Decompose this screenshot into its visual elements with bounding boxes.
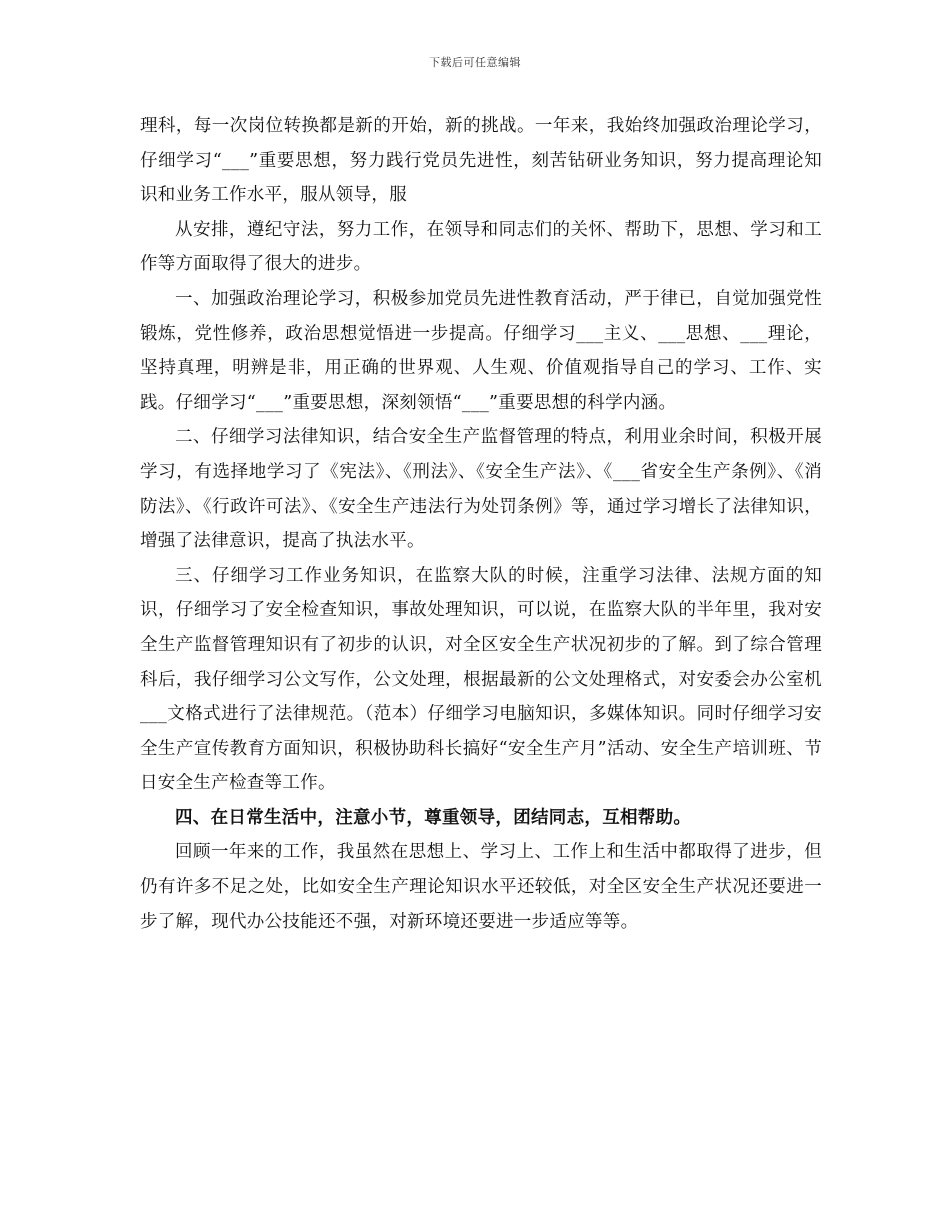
paragraph-overview: 从安排，遵纪守法，努力工作，在领导和同志们的关怀、帮助下，思想、学习和工作等方面取得了很大的进步。 bbox=[140, 219, 822, 275]
paragraph-review: 回顾一年来的工作，我虽然在思想上、学习上、工作上和生活中都取得了进步，但仍有许多不足之处，比如安全生产理论知识水平还较低，对全区安全生产状况还要进一步了解，现代办公技能还不强，对新环境还要进一步适应等等。 bbox=[140, 842, 822, 932]
paragraph-daily-life-heading: 四、在日常生活中，注意小节，尊重领导，团结同志，互相帮助。 bbox=[175, 807, 692, 828]
paragraph-legal-study: 二、仔细学习法律知识，结合安全生产监督管理的特点，利用业余时间，积极开展学习，有选择地学习了《宪法》、《刑法》、《安全生产法》、《___省安全生产条例》、《消防法》、《行政许可法》、《安全生产违法行为处罚条例》等，通过学习增长了法律知识，增强了法律意识，提高了执法水平。 bbox=[140, 427, 822, 552]
document-body bbox=[140, 109, 822, 939]
paragraph-business-study: 三、仔细学习工作业务知识，在监察大队的时候，注重学习法律、法规方面的知识，仔细学习了安全检查知识，事故处理知识，可以说，在监察大队的半年里，我对安全生产监督管理知识有了初步的认识，对全区安全生产状况初步的了解。到了综合管理科后，我仔细学习公文写作，公文处理，根据最新的公文处理格式，对安委会办公室机___文格式进行了法律规范。（范本）仔细学习电脑知识，多媒体知识。同时仔细学习安全生产宣传教育方面知识，积极协助科长搞好“安全生产月”活动、安全生产培训班、节日安全生产检查等工作。 bbox=[140, 565, 822, 794]
page-header: 下载后可任意编辑 bbox=[429, 56, 521, 69]
paragraph-political-study: 一、加强政治理论学习，积极参加党员先进性教育活动，严于律已，自觉加强党性锻炼，党性修养，政治思想觉悟进一步提高。仔细学习___主义、___思想、___理论，坚持真理，明辨是非，用正确的世界观、人生观、价值观指导自己的学习、工作、实践。仔细学习“___”重要思想，深刻领悟“___”重要思想的科学内涵。 bbox=[140, 288, 822, 413]
paragraph-continuation: 理科，每一次岗位转换都是新的开始，新的挑战。一年来，我始终加强政治理论学习，仔细学习“___”重要思想，努力践行党员先进性，刻苦钻研业务知识，努力提高理论知识和业务工作水平，服从领导，服 bbox=[140, 116, 822, 206]
